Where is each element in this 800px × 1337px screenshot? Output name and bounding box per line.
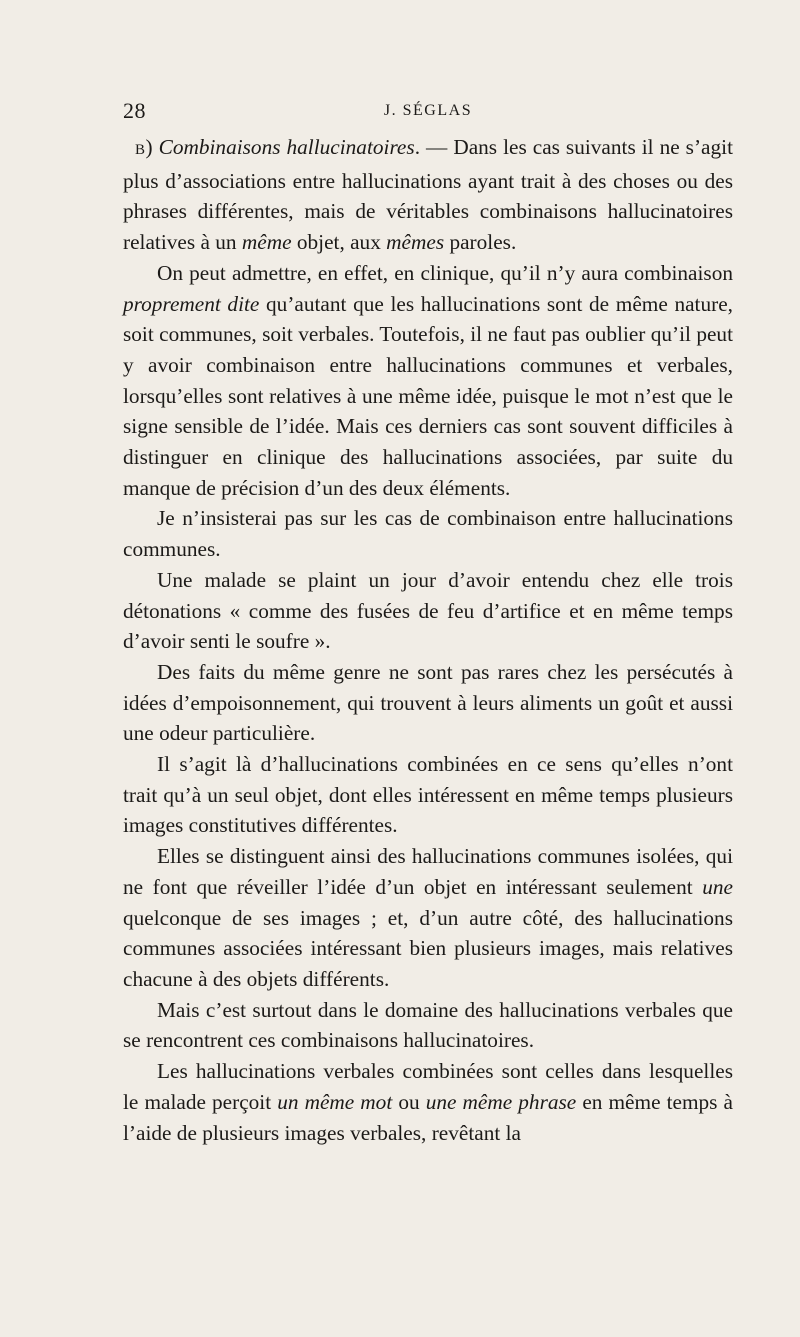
emphasis: une même phrase — [425, 1089, 577, 1114]
paragraph: Des faits du même genre ne sont pas rares chez les persécutés à idées d’empoisonnement, qui trouvent à leurs aliments un goût et aussi une odeur particulière. — [123, 659, 733, 746]
section-intro-text: — Dans les cas suivants il ne s’agit plus d’associations entre hallucinations ayant trait à des choses ou des phrases différentes, mais de véritables combinaisons hallucinatoires relatives à un — [123, 135, 733, 255]
section-title: Combinaisons hallucinatoires — [158, 135, 415, 159]
paragraph: Une malade se plaint un jour d’avoir entendu chez elle trois détonations « comme des fusées de feu d’artifice et en même temps d’avoir senti le soufre ». — [123, 567, 733, 654]
section-letter-paren: ) — [145, 135, 153, 159]
page-number: 28 — [123, 98, 146, 123]
text-run: qu’autant que les hallucinations sont de même nature, soit communes, soit verbales. Toutefois, il ne faut pas oublier qu’il peut y avoir combinaison entre hallucinations communes et verbales, lorsqu’elles sont relatives à une même idée, puisque le mot n’est que le signe sensible de l’idée. Mais ces derniers cas sont souvent difficiles à distinguer en clinique des hallucinations associées, par suite du manque de précision d’un des deux éléments. — [123, 291, 733, 500]
paragraph-section-intro — [123, 132, 733, 258]
text-run: Les hallucinations verbales combinées sont celles dans lesquelles le malade perçoit — [123, 1059, 733, 1114]
body-text — [123, 132, 733, 1148]
paragraph: Je n’insisterai pas sur les cas de combinaison entre hallucinations communes. — [123, 506, 733, 562]
paragraph: Il s’agit là d’hallucinations combinées en ce sens qu’elles n’ont trait qu’à un seul objet, dont elles intéressent en même temps plusieurs images constitutives différentes. — [123, 752, 733, 838]
text-run: On peut admettre, en effet, en clinique, qu’il n’y aura combinaison — [157, 260, 733, 285]
running-head: J. SÉGLAS — [383, 102, 473, 119]
emphasis: une — [702, 874, 733, 899]
text-run: quelconque de ses images ; et, d’un autre côté, des hallucinations communes associées intéressant bien plusieurs images, mais relatives chacune à des objets différents. — [123, 905, 733, 991]
page-header — [123, 98, 733, 126]
section-title-end: . — [414, 135, 421, 159]
section-intro-text: objet, aux — [291, 230, 387, 255]
emphasis: même — [241, 230, 292, 255]
paragraph — [123, 841, 733, 995]
paragraph — [123, 258, 733, 504]
section-letter: B — [135, 142, 146, 158]
text-run: ou — [392, 1089, 426, 1114]
emphasis: mêmes — [386, 230, 445, 255]
paragraph — [123, 1056, 733, 1148]
emphasis: un même mot — [277, 1089, 393, 1114]
paragraph: Mais c’est surtout dans le domaine des hallucinations verbales que se rencontrent ces combinaisons hallucinatoires. — [123, 997, 733, 1053]
emphasis: proprement dite — [123, 291, 260, 316]
text-run: Elles se distinguent ainsi des hallucinations communes isolées, qui ne font que réveiller l’idée d’un objet en intéressant seulement — [123, 844, 733, 899]
text-run: en même temps à l’aide de plusieurs images verbales, revêtant la — [123, 1089, 733, 1145]
section-intro-text: paroles. — [444, 230, 517, 255]
